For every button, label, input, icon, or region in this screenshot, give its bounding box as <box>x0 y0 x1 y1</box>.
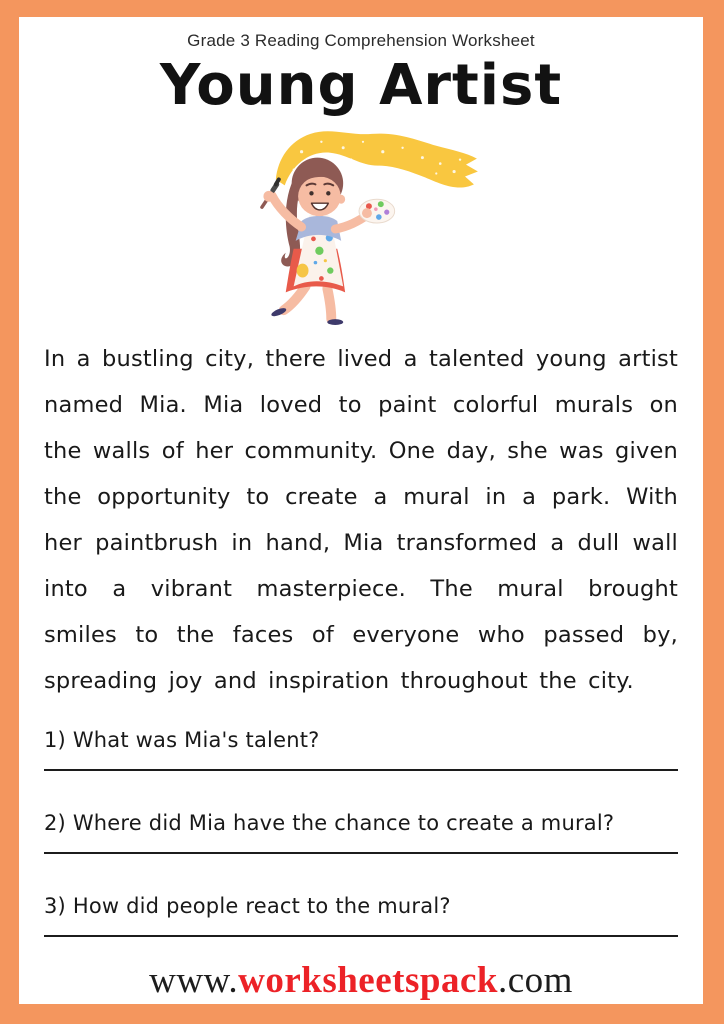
footer-www: www. <box>149 960 239 1001</box>
head <box>292 158 345 216</box>
question-1 <box>44 728 678 771</box>
worksheet-type-label: Grade 3 Reading Comprehension Worksheet <box>187 31 535 50</box>
question-2 <box>44 811 678 854</box>
question-1-text: 1) What was Mia's talent? <box>44 728 320 753</box>
questions-section <box>44 728 678 937</box>
question-2-text: 2) Where did Mia have the chance to create a mural? <box>44 811 615 836</box>
paint-palette <box>359 200 395 224</box>
footer-tld: .com <box>497 960 573 1001</box>
website-footer <box>19 959 703 1002</box>
answer-line-2 <box>44 852 678 854</box>
reading-passage: In a bustling city, there lived a talented young artist named Mia. Mia loved to paint colorful murals on the walls of her community. One day, she was given the opportunity to create a mural in a park. With her paintbrush in hand, Mia transformed a dull wall into a vibrant masterpiece. The mural brought smiles to the faces of everyone who passed by, spreading joy and inspiration throughout the city. <box>44 346 678 695</box>
question-3-text: 3) How did people react to the mural? <box>44 894 451 919</box>
footer-brand-name: worksheetspack <box>238 960 498 1001</box>
illustration-container <box>19 122 703 332</box>
answer-line-1 <box>44 769 678 771</box>
question-3 <box>44 894 678 937</box>
worksheet-page <box>19 17 703 1004</box>
girl-painting-illustration <box>227 122 495 330</box>
legs <box>284 287 332 320</box>
answer-line-3 <box>44 935 678 937</box>
page-title: Young Artist <box>159 53 563 118</box>
